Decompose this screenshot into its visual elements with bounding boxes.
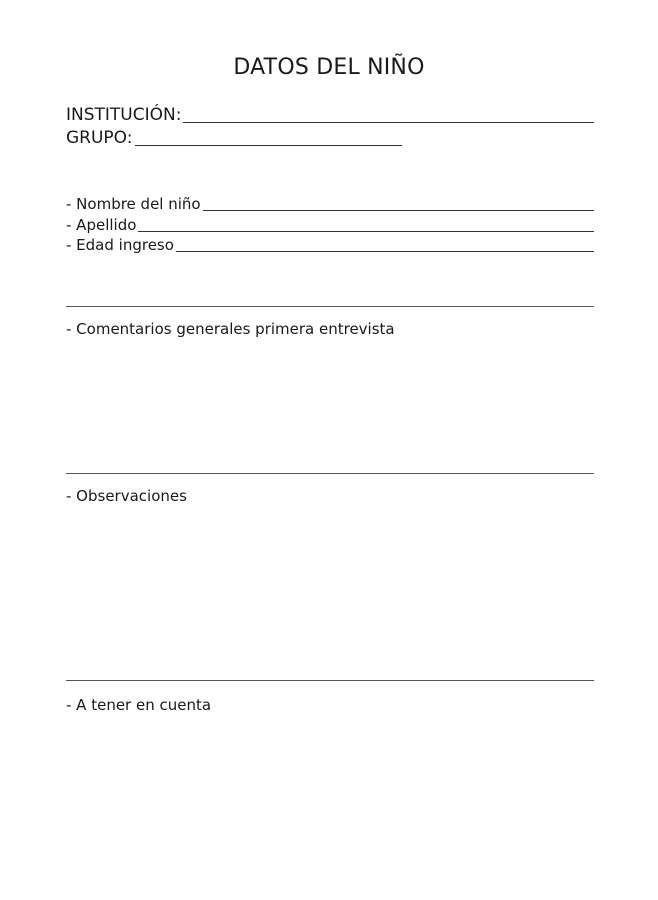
apellido-field[interactable]	[138, 231, 594, 232]
nombre-row	[66, 194, 594, 214]
edad-row	[66, 235, 594, 255]
institucion-field[interactable]	[183, 122, 594, 123]
section-divider	[66, 306, 594, 307]
grupo-field[interactable]	[135, 145, 403, 146]
grupo-row	[66, 127, 402, 149]
section-divider	[66, 473, 594, 474]
section-divider	[66, 680, 594, 681]
institucion-row	[66, 104, 594, 126]
institucion-label: INSTITUCIÓN:	[66, 105, 182, 125]
comentarios-label: - Comentarios generales primera entrevista	[66, 320, 395, 338]
edad-label: - Edad ingreso	[66, 236, 174, 254]
tener-en-cuenta-area[interactable]	[66, 720, 594, 880]
apellido-row	[66, 215, 594, 235]
nombre-label: - Nombre del niño	[66, 195, 201, 213]
grupo-label: GRUPO:	[66, 128, 133, 148]
tener-en-cuenta-label: - A tener en cuenta	[66, 696, 212, 714]
edad-field[interactable]	[176, 251, 594, 252]
observaciones-area[interactable]	[66, 511, 594, 675]
apellido-label: - Apellido	[66, 216, 137, 234]
nombre-field[interactable]	[203, 210, 594, 211]
page-title: DATOS DEL NIÑO	[233, 55, 425, 80]
observaciones-label: - Observaciones	[66, 487, 187, 505]
comentarios-area[interactable]	[66, 344, 594, 468]
